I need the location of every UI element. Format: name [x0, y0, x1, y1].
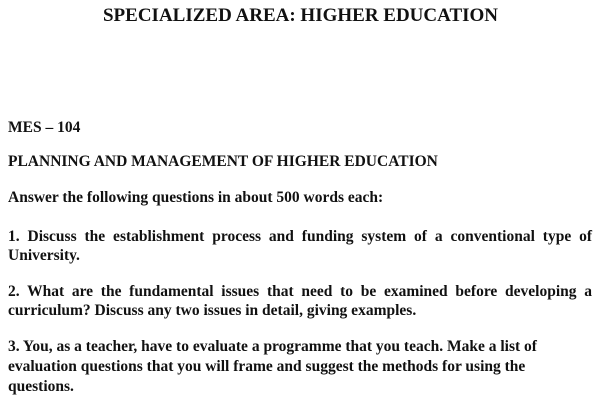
- instructions: Answer the following questions in about 500 words each:: [8, 189, 384, 206]
- question-1: 1. Discuss the establishment process and funding system of a conventional type of University.: [8, 228, 592, 264]
- course-code: MES – 104: [8, 119, 81, 136]
- question-3: 3. You, as a teacher, have to evaluate a programme that you teach. Make a list of evaluation questions that you will frame and suggest the methods for using the questions.: [8, 338, 537, 395]
- page-title: SPECIALIZED AREA: HIGHER EDUCATION: [102, 5, 499, 26]
- question-2: 2. What are the fundamental issues that need to be examined before developing a curriculum? Discuss any two issues in detail, giving examples.: [8, 283, 592, 319]
- course-title: PLANNING AND MANAGEMENT OF HIGHER EDUCATION: [8, 153, 438, 170]
